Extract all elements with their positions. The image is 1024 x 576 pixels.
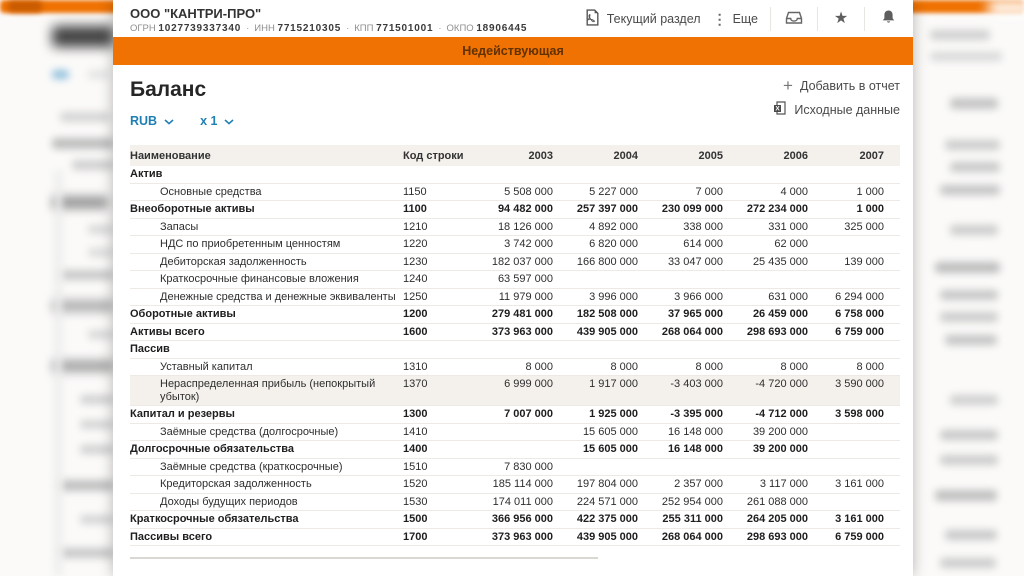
cell-value [808,423,900,441]
add-to-report-button[interactable] [783,76,900,95]
cell-code: 1520 [403,476,465,494]
cell-value: 4 892 000 [553,218,638,236]
company-name: ООО "КАНТРИ-ПРО" [130,5,262,21]
cell-name: Капитал и резервы [130,406,403,424]
cell-name: Краткосрочные обязательства [130,511,403,529]
background-blur-shape [88,330,114,339]
cell-value: 5 508 000 [465,183,553,201]
background-blur-shape [52,70,69,79]
cell-value [723,341,808,359]
cell-name: Дебиторская задолженность [130,253,403,271]
cell-value [465,423,553,441]
cell-value [553,166,638,183]
cell-name: НДС по приобретенным ценностям [130,236,403,254]
cell-name: Заёмные средства (долгосрочные) [130,423,403,441]
cell-value: 8 000 [553,358,638,376]
background-blur-shape [60,548,114,558]
cell-value: 3 161 000 [808,511,900,529]
background-blur-shape [940,185,1000,195]
column-header: Наименование [130,145,403,166]
inbox-button[interactable] [783,9,805,28]
cell-code: 1370 [403,376,465,406]
cell-value: 197 804 000 [553,476,638,494]
registry-label: ОКПО [446,22,477,34]
favorite-button[interactable] [830,11,852,27]
notifications-button[interactable] [877,9,899,28]
cell-value: 366 956 000 [465,511,553,529]
cell-value: 373 963 000 [465,528,553,546]
currency-select[interactable] [130,114,174,128]
registry-value: 18906445 [476,22,528,34]
cell-value: 15 605 000 [553,441,638,459]
cell-value: 3 161 000 [808,476,900,494]
cell-value: 224 571 000 [553,493,638,511]
status-banner [113,37,913,65]
cell-code: 1210 [403,218,465,236]
source-data-label: Исходные данные [794,102,900,117]
cell-name: Основные средства [130,183,403,201]
multiplier-select-value: x 1 [200,114,218,128]
cell-value: 230 099 000 [638,201,723,219]
toolbar-divider [864,7,865,31]
cell-value: 261 088 000 [723,493,808,511]
cell-value [723,166,808,183]
background-blur-shape [940,430,998,440]
cell-value: 8 000 [638,358,723,376]
column-header: 2006 [723,145,808,166]
cell-value: 39 200 000 [723,423,808,441]
chevron-down-icon [224,114,234,128]
cell-value: 1 925 000 [553,406,638,424]
cell-name: Актив [130,166,403,183]
column-header: 2004 [553,145,638,166]
table-row [130,288,900,306]
cell-value: 252 954 000 [638,493,723,511]
cell-value [808,236,900,254]
table-row [130,458,900,476]
cell-code: 1410 [403,423,465,441]
cell-value: 37 965 000 [638,306,723,324]
svg-text:X: X [775,105,781,113]
chevron-down-icon [164,114,174,128]
cell-code [403,166,465,183]
cell-value: 338 000 [638,218,723,236]
cell-name: Заёмные средства (краткосрочные) [130,458,403,476]
table-row [130,376,900,406]
cell-name: Пассив [130,341,403,359]
background-blur-shape [80,420,114,429]
table-row [130,341,900,359]
cell-value: 439 905 000 [553,323,638,341]
cell-value: 8 000 [808,358,900,376]
background-blur-shape [88,225,114,234]
more-label: Еще [732,11,758,26]
column-header: 2005 [638,145,723,166]
cell-value: 6 294 000 [808,288,900,306]
cell-name: Запасы [130,218,403,236]
company-info [130,4,527,34]
registry-value: 1027739337340 [158,22,242,34]
section-divider [130,557,598,559]
app-window [113,0,913,576]
registry-label: ИНН [254,22,278,34]
cell-value: 7 007 000 [465,406,553,424]
current-section-label: Текущий раздел [606,11,701,26]
table-row [130,476,900,494]
cell-value: 1 917 000 [553,376,638,406]
table-row [130,423,900,441]
cell-value: 279 481 000 [465,306,553,324]
cell-value: 255 311 000 [638,511,723,529]
table-header-row [130,145,900,166]
table-row [130,271,900,289]
background-blur-shape [80,395,114,404]
registry-separator: · [246,22,250,34]
cell-code: 1310 [403,358,465,376]
cell-value: 174 011 000 [465,493,553,511]
table-row [130,166,900,183]
cell-code: 1700 [403,528,465,546]
cell-value [465,341,553,359]
table-row [130,406,900,424]
inbox-icon [785,9,803,28]
background-blur-shape [80,515,114,524]
background-blur-shape [950,162,1000,172]
company-registry [130,23,527,34]
cell-value: 331 000 [723,218,808,236]
background-blur-shape [940,312,998,322]
cell-value: 268 064 000 [638,528,723,546]
cell-value: 16 148 000 [638,423,723,441]
column-header: Код строки [403,145,465,166]
cell-name: Оборотные активы [130,306,403,324]
cell-value: 272 234 000 [723,201,808,219]
table-row [130,323,900,341]
cell-code: 1100 [403,201,465,219]
header-toolbar [584,7,899,31]
table-row [130,528,900,546]
cell-value: 26 459 000 [723,306,808,324]
cell-value [465,441,553,459]
cell-value: -4 720 000 [723,376,808,406]
cell-value: 268 064 000 [638,323,723,341]
table-row [130,493,900,511]
multiplier-select[interactable] [200,114,234,128]
currency-select-value: RUB [130,114,158,128]
cell-code: 1510 [403,458,465,476]
background-blur-shape [950,395,998,405]
cell-name: Краткосрочные финансовые вложения [130,271,403,289]
cell-name: Активы всего [130,323,403,341]
cell-value: 439 905 000 [553,528,638,546]
cell-value [808,271,900,289]
cell-value [808,341,900,359]
table-row [130,236,900,254]
cell-value: 3 742 000 [465,236,553,254]
background-blur-shape [930,30,990,40]
star-icon: ★ [833,9,849,27]
column-header: 2003 [465,145,553,166]
registry-label: ОГРН [130,22,159,34]
cell-value [723,271,808,289]
cell-name: Доходы будущих периодов [130,493,403,511]
cell-code: 1250 [403,288,465,306]
more-button[interactable] [713,12,758,26]
background-blur-shape [55,170,62,576]
table-row [130,441,900,459]
table-row [130,358,900,376]
cell-value: 298 693 000 [723,323,808,341]
page-title: Баланс [130,78,207,101]
cell-value [638,271,723,289]
source-data-button[interactable] [773,101,900,118]
table-row [130,183,900,201]
background-blur-shape [950,225,998,235]
cell-value: 182 037 000 [465,253,553,271]
background-blur-shape [8,1,42,12]
cell-name: Пассивы всего [130,528,403,546]
table-row [130,218,900,236]
cell-value: 139 000 [808,253,900,271]
background-blur-shape [940,558,996,568]
background-blur-shape [88,248,114,257]
registry-value: 771501001 [376,22,434,34]
report-selectors [130,114,234,128]
cell-value: 63 597 000 [465,271,553,289]
table-row [130,511,900,529]
cell-value: 3 598 000 [808,406,900,424]
cell-value [808,458,900,476]
cell-value [638,166,723,183]
report-content [113,65,913,559]
excel-icon [773,101,787,118]
cell-value: 6 759 000 [808,528,900,546]
cell-value: 3 966 000 [638,288,723,306]
cell-code: 1500 [403,511,465,529]
cell-value: 25 435 000 [723,253,808,271]
cell-code: 1200 [403,306,465,324]
background-blur-shape [945,335,997,345]
add-to-report-label: Добавить в отчет [799,79,900,93]
cell-value [723,458,808,476]
background-blur-shape [988,0,1024,16]
cell-code: 1240 [403,271,465,289]
column-header: 2007 [808,145,900,166]
background-blur-shape [940,290,998,300]
top-header [113,0,913,37]
cell-value: 5 227 000 [553,183,638,201]
cell-code: 1300 [403,406,465,424]
cell-value: 33 047 000 [638,253,723,271]
cell-value: 6 759 000 [808,323,900,341]
cell-code: 1600 [403,323,465,341]
cell-value: 257 397 000 [553,201,638,219]
cell-value: 7 830 000 [465,458,553,476]
report-actions [773,76,900,118]
status-banner-text: Недействующая [462,44,564,58]
cell-value [808,493,900,511]
cell-code: 1530 [403,493,465,511]
background-blur-shape [80,445,114,454]
cell-value: -4 712 000 [723,406,808,424]
background-blur-shape [60,112,110,122]
cell-name: Нераспределенная прибыль (непокрытый убыток) [130,376,403,406]
background-blur-shape [60,270,114,280]
cell-value: 325 000 [808,218,900,236]
cell-value: -3 395 000 [638,406,723,424]
cell-value: 8 000 [465,358,553,376]
registry-separator: · [438,22,442,34]
cell-code: 1150 [403,183,465,201]
cell-value: 1 000 [808,201,900,219]
table-row [130,201,900,219]
registry-label: КПП [354,22,377,34]
cell-value: 614 000 [638,236,723,254]
cell-name: Внеоборотные активы [130,201,403,219]
current-section-button[interactable] [584,9,701,29]
plus-icon: + [783,76,793,95]
cell-value [638,458,723,476]
cell-code [403,341,465,359]
cell-value: 94 482 000 [465,201,553,219]
background-blur-shape [945,530,997,540]
bell-icon [881,9,896,28]
kebab-menu-icon: ⋮ [712,10,727,27]
cell-value: 3 996 000 [553,288,638,306]
report-header [130,65,900,145]
registry-value: 7715210305 [277,22,342,34]
cell-value: 11 979 000 [465,288,553,306]
toolbar-divider [770,7,771,31]
table-row [130,306,900,324]
cell-value [638,341,723,359]
cell-value: 166 800 000 [553,253,638,271]
background-blur-shape [935,262,1000,273]
cell-value: 18 126 000 [465,218,553,236]
cell-value [808,166,900,183]
cell-value: 8 000 [723,358,808,376]
background-blur-shape [950,98,998,109]
cell-value: 185 114 000 [465,476,553,494]
cell-value: -3 403 000 [638,376,723,406]
background-blur-shape [945,140,1000,150]
cell-value: 6 820 000 [553,236,638,254]
cell-name: Уставный капитал [130,358,403,376]
cell-value: 6 758 000 [808,306,900,324]
cell-value: 631 000 [723,288,808,306]
cell-value [553,341,638,359]
cell-name: Кредиторская задолженность [130,476,403,494]
cell-value: 16 148 000 [638,441,723,459]
cell-value [808,441,900,459]
background-blur-shape [940,455,998,465]
cell-value [465,166,553,183]
cell-code: 1220 [403,236,465,254]
cell-value: 3 590 000 [808,376,900,406]
cell-value: 182 508 000 [553,306,638,324]
cell-value: 6 999 000 [465,376,553,406]
cell-value: 15 605 000 [553,423,638,441]
cell-value: 4 000 [723,183,808,201]
cell-value: 39 200 000 [723,441,808,459]
toolbar-divider [817,7,818,31]
background-blur-shape [60,480,114,491]
background-blur-shape [52,138,114,149]
cell-name: Денежные средства и денежные эквиваленты [130,288,403,306]
cell-value: 2 357 000 [638,476,723,494]
cell-value: 7 000 [638,183,723,201]
balance-table [130,145,900,546]
cell-value: 3 117 000 [723,476,808,494]
pdf-icon [584,9,601,29]
cell-value: 62 000 [723,236,808,254]
background-blur-shape [88,70,110,79]
cell-code: 1400 [403,441,465,459]
cell-value: 1 000 [808,183,900,201]
table-row [130,253,900,271]
cell-value [553,458,638,476]
cell-value: 264 205 000 [723,511,808,529]
cell-code: 1230 [403,253,465,271]
cell-name: Долгосрочные обязательства [130,441,403,459]
cell-value: 422 375 000 [553,511,638,529]
background-blur-shape [52,26,114,47]
cell-value [553,271,638,289]
background-blur-shape [930,52,1002,61]
registry-separator: · [346,22,350,34]
background-blur-shape [72,160,114,170]
cell-value: 373 963 000 [465,323,553,341]
background-blur-shape [935,490,997,501]
cell-value: 298 693 000 [723,528,808,546]
